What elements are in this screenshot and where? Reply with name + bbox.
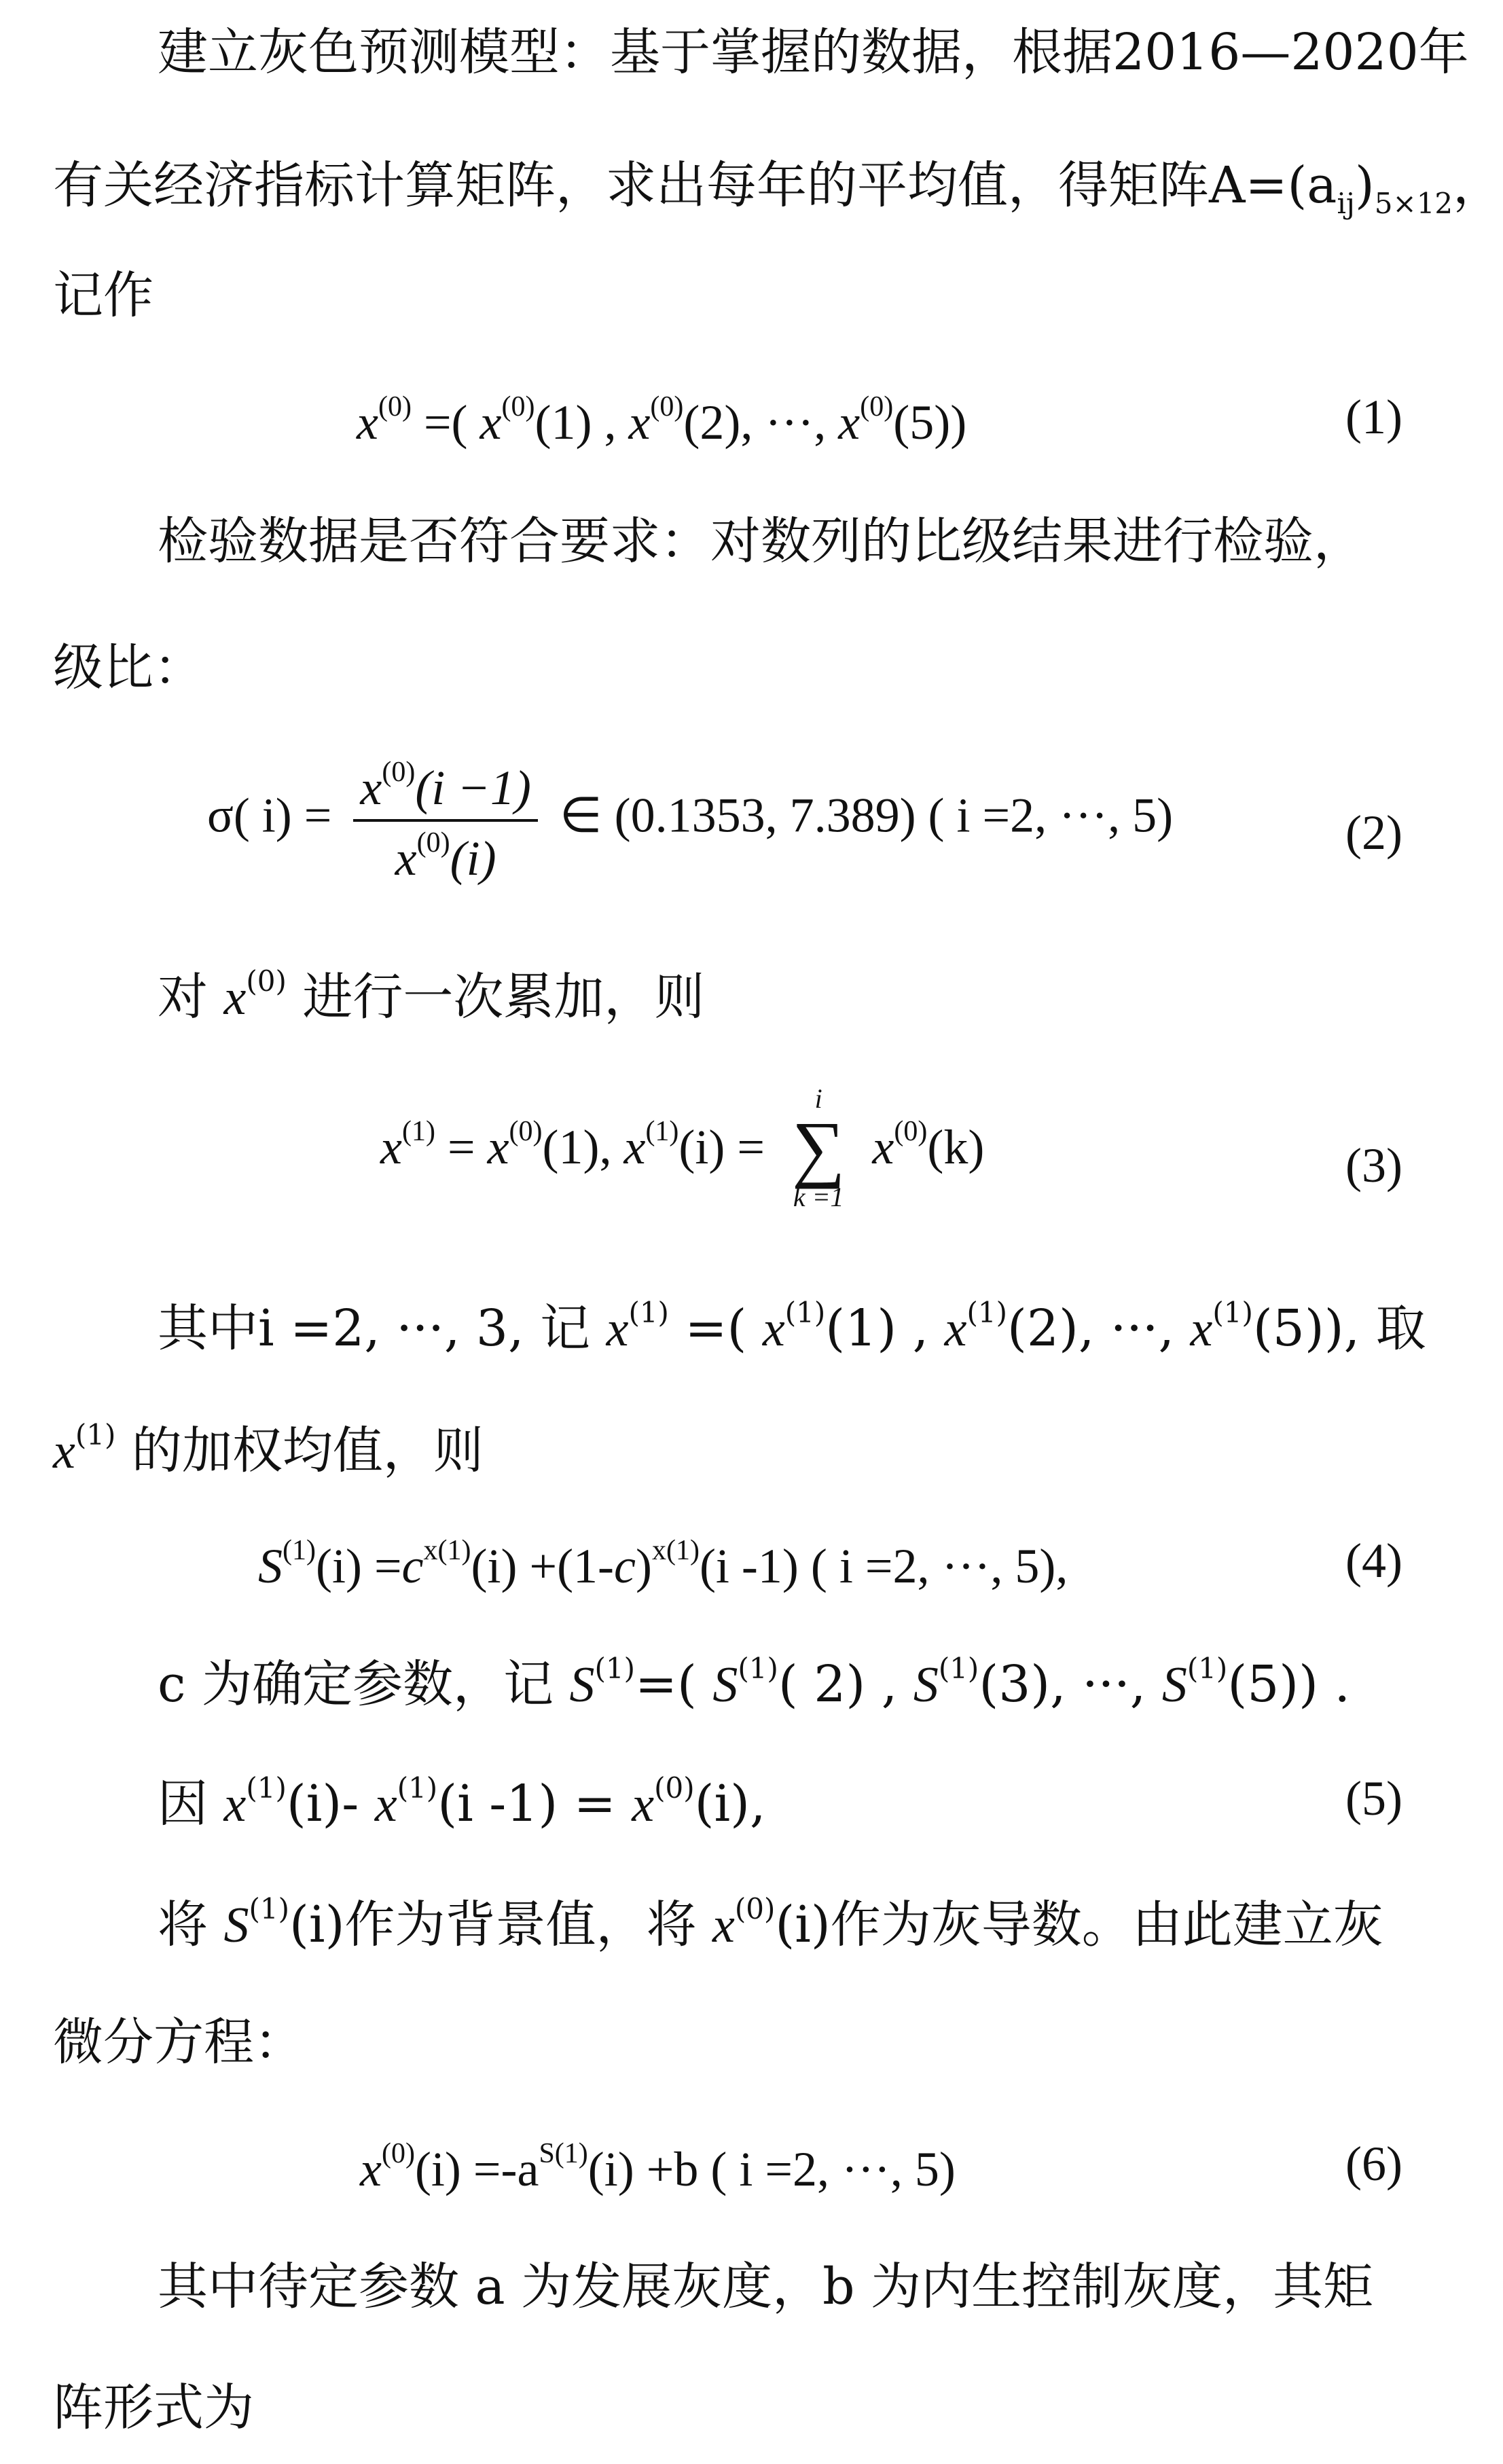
equation-1: $x^{(0)}$ =( $x^{(0)}(1)$ , $x^{(0)}(2)$, ···, $x^{(0)}(5)$) [357,391,967,450]
equation-4: $S^{(1)}(i) =c^{x(1)}(i) +(1-c)^{x(1)}(i$ -1) ( i =2, ···, 5), [258,1535,1068,1593]
equation-6: $x^{(0)}(i) =-a^{S(1)}(i) +b$ ( i =2, ···, 5) [360,2138,956,2196]
text-line: 将 $S^{(1)}(i)$作为背景值，将 $x^{(0)}(i)$作为灰导数。由此建立灰 [158,1892,1383,1954]
equation-number: (6) [1345,2137,1402,2191]
fraction: $\frac{x^{(0)}(i -1)}{x^{(0)}(i)}$ [353,758,538,883]
equation-number: (1) [1345,390,1402,444]
equation-number: (4) [1345,1534,1402,1588]
equation-number: (2) [1345,805,1402,860]
text-line: 级比： [53,638,204,697]
summation-sign: i ∑ k =1 [791,1083,846,1212]
equation-number: (3) [1345,1138,1402,1193]
text-line: 记作 [53,266,153,325]
text-line: c 为确定参数，记 $S^{(1)}=$( $S^{(1)}$( 2) , $S^{(1)}(3)$, ···, $S^{(1)}(5)$) . [158,1652,1351,1714]
text-line: 对 $x^{(0)}$ 进行一次累加，则 [158,964,705,1026]
text-line: 其中i =2, ···, 3, 记 $x^{(1)}$ =( $x^{(1)}(1)$ , $x^{(1)}(2)$, ···, $x^{(1)}(5)$), 取 [158,1296,1426,1358]
text-line: 因 $x^{(1)}(i)-$ $x^{(1)}(i$ $-1) = x^{(0)}(i)$, [158,1771,766,1833]
text-line: 建立灰色预测模型：基于掌握的数据，根据2016—2020年 [158,23,1469,81]
equation-3: $x^{(1)} = x^{(0)}(1)$, $x^{(1)}(i)$ = i ∑ k =1 $x^{(0)}(k)$ [380,1083,985,1212]
text-line: 其中待定参数 a 为发展灰度，b 为内生控制灰度，其矩 [158,2258,1374,2316]
text-line: 有关经济指标计算矩阵，求出每年的平均值，得矩阵$A=(a_{ij})_{5\times 12}$， [53,156,1503,220]
text-line: 检验数据是否符合要求：对数列的比级结果进行检验， [158,512,1364,570]
text-line: $x^{(1)}$ 的加权均值，则 [53,1418,484,1480]
equation-number: (5) [1345,1771,1402,1826]
text-line: 阵形式为 [53,2378,254,2437]
equation-2: σ( i) = $\frac{x^{(0)}(i -1)}{x^{(0)}(i)}$ ∈ (0.1353, 7.389) ( i =2, ···, 5) [207,757,1174,886]
text-line: 微分方程： [53,2013,304,2071]
